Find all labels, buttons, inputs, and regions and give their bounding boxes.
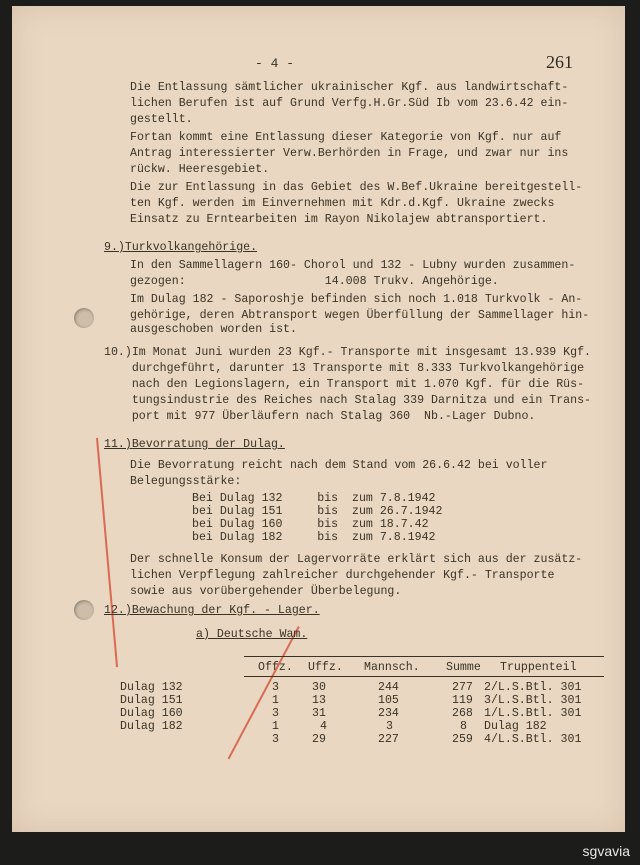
table-cell: Dulag 160 [120, 707, 183, 720]
text-line: In den Sammellagern 160- Chorol und 132 - Lubny wurden zusammen- [130, 259, 576, 272]
table-cell: Dulag 182 [484, 720, 547, 733]
table-cell: 3 [272, 733, 279, 746]
text-line: gestellt. [130, 113, 193, 126]
table-header: Truppenteil [500, 661, 577, 674]
text-line: Im Dulag 182 - Saporoshje befinden sich noch 1.018 Turkvolk - An- [130, 293, 583, 306]
table-cell: Dulag 151 [120, 694, 183, 707]
table-cell: 13 [312, 694, 326, 707]
punch-hole [74, 600, 94, 620]
text-line: port mit 977 Überläufern nach Stalag 360 Nb.-Lager Dubno. [104, 410, 536, 423]
punch-hole [74, 308, 94, 328]
table-cell: 234 [378, 707, 399, 720]
red-pencil-mark [96, 438, 118, 667]
text-line: sowie aus vorübergehender Überbelegung. [130, 585, 402, 598]
supply-row: Bei Dulag 132 bis zum 7.8.1942 [192, 492, 436, 505]
table-cell: 31 [312, 707, 326, 720]
table-cell: 30 [312, 681, 326, 694]
text-line: ausgeschoben worden ist. [130, 323, 297, 336]
table-header: Offz. [258, 661, 293, 674]
section-heading: 11.)Bevorratung der Dulag. [104, 438, 285, 451]
text-line: ten Kgf. werden im Einvernehmen mit Kdr.d.Kgf. Ukraine zwecks [130, 197, 555, 210]
text-line: gehörige, deren Abtransport wegen Überfüllung der Sammellager hin- [130, 309, 590, 322]
table-header: Mannsch. [364, 661, 420, 674]
table-cell: 29 [312, 733, 326, 746]
table-rule [244, 656, 604, 657]
text-line: Die Entlassung sämtlicher ukrainischer Kgf. aus landwirtschaft- [130, 81, 569, 94]
text-line: Belegungsstärke: [130, 475, 242, 488]
table-cell: 2/L.S.Btl. 301 [484, 681, 582, 694]
page-marker: - 4 - [255, 56, 295, 71]
text-line: Die zur Entlassung in das Gebiet des W.Bef.Ukraine bereitgestell- [130, 181, 583, 194]
table-cell: 105 [378, 694, 399, 707]
text-line: rückw. Heeresgebiet. [130, 163, 270, 176]
table-cell: Dulag 132 [120, 681, 183, 694]
table-cell: 1 [272, 694, 279, 707]
table-cell: 1/L.S.Btl. 301 [484, 707, 582, 720]
table-cell: 8 [460, 720, 467, 733]
text-line: Antrag interessierter Verw.Berhörden in Frage, und zwar nur ins [130, 147, 569, 160]
table-cell: 259 [452, 733, 473, 746]
table-cell: 4 [320, 720, 327, 733]
table-cell: Dulag 182 [120, 720, 183, 733]
section-heading: 9.)Turkvolkangehörige. [104, 241, 258, 254]
table-cell: 4/L.S.Btl. 301 [484, 733, 582, 746]
table-cell: 3 [272, 707, 279, 720]
table-cell: 227 [378, 733, 399, 746]
watermark: sgvavia [582, 843, 630, 859]
text-line: Die Bevorratung reicht nach dem Stand vom 26.6.42 bei voller [130, 459, 548, 472]
text-line: 10.)Im Monat Juni wurden 23 Kgf.- Transporte mit insgesamt 13.939 Kgf. [104, 346, 592, 359]
text-line: gezogen: 14.008 Trukv. Angehörige. [130, 275, 499, 288]
document-page [12, 6, 625, 832]
table-cell: 1 [272, 720, 279, 733]
table-cell: 244 [378, 681, 399, 694]
text-line: durchgeführt, darunter 13 Transporte mit 8.333 Turkvolkangehörige [104, 362, 585, 375]
table-cell: 3/L.S.Btl. 301 [484, 694, 582, 707]
text-line: Fortan kommt eine Entlassung dieser Kategorie von Kgf. nur auf [130, 131, 562, 144]
section-heading: 12.)Bewachung der Kgf. - Lager. [104, 604, 320, 617]
table-cell: 268 [452, 707, 473, 720]
text-line: Der schnelle Konsum der Lagervorräte erklärt sich aus der zusätz- [130, 553, 583, 566]
text-line: Einsatz zu Erntearbeiten im Rayon Nikolajew abtransportiert. [130, 213, 548, 226]
table-cell: 119 [452, 694, 473, 707]
table-header: Uffz. [308, 661, 343, 674]
text-line: nach den Legionslagern, ein Transport mit 1.070 Kgf. für die Rüs- [104, 378, 585, 391]
text-line: lichen Berufen ist auf Grund Verfg.H.Gr.Süd Ib vom 23.6.42 ein- [130, 97, 569, 110]
text-line: tungsindustrie des Reiches nach Stalag 339 Darnitza und ein Trans- [104, 394, 592, 407]
supply-row: bei Dulag 151 bis zum 26.7.1942 [192, 505, 443, 518]
table-cell: 3 [272, 681, 279, 694]
supply-row: bei Dulag 160 bis zum 18.7.42 [192, 518, 429, 531]
supply-row: bei Dulag 182 bis zum 7.8.1942 [192, 531, 436, 544]
table-cell: 3 [386, 720, 393, 733]
table-cell: 277 [452, 681, 473, 694]
red-pencil-mark [228, 626, 300, 759]
subsection-heading: a) Deutsche Wam. [196, 628, 308, 641]
table-rule [244, 676, 604, 677]
table-header: Summe [446, 661, 481, 674]
folio-number: 261 [546, 52, 573, 72]
text-line: lichen Verpflegung zahlreicher durchgehender Kgf.- Transporte [130, 569, 555, 582]
